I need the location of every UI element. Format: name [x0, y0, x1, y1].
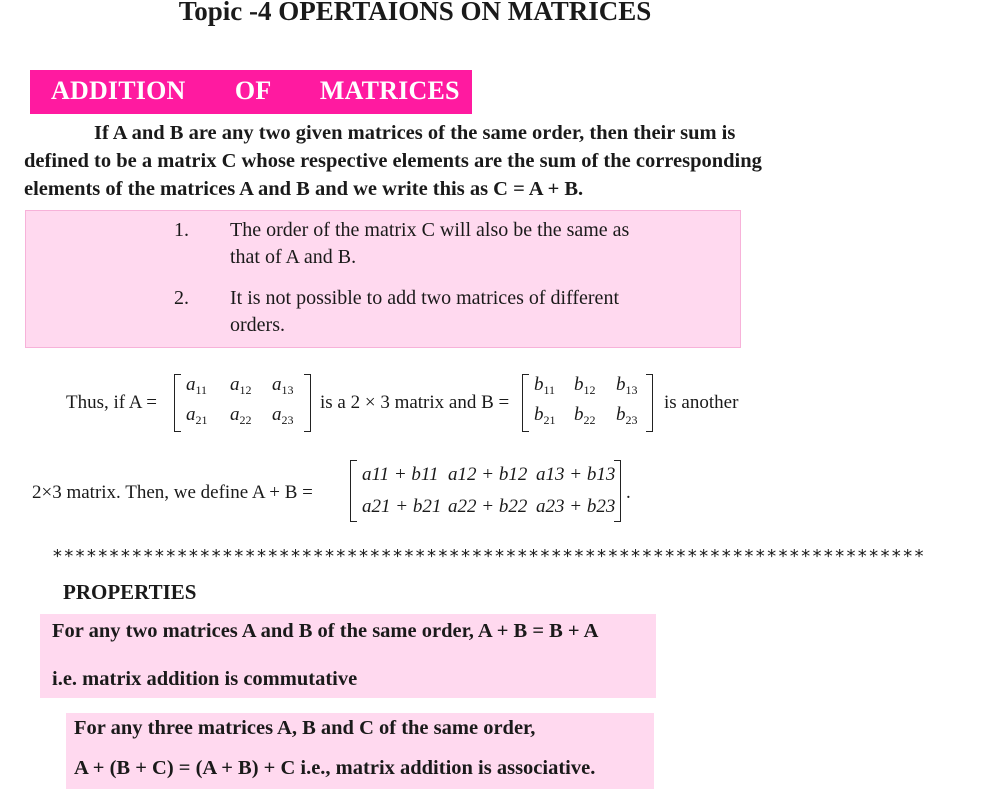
sum-cell: a11 + b11	[362, 464, 439, 485]
matrix-a	[174, 374, 316, 434]
matrix-a-cell: $a_{21}$	[186, 404, 208, 427]
sum-period: .	[626, 482, 631, 503]
left-bracket	[174, 374, 181, 432]
matrix-a-cell: $a_{22}$	[230, 404, 252, 427]
note-number: 1.	[174, 219, 189, 241]
note-number: 2.	[174, 287, 189, 309]
note-text	[230, 285, 670, 339]
definition-paragraph	[24, 119, 844, 203]
definition-line-2: defined to be a matrix C whose respective elements are the sum of the corresponding	[24, 150, 762, 172]
definition-line-3: elements of the matrices A and B and we write this as C = A + B.	[24, 178, 584, 200]
section-heading: ADDITION OF MATRICES	[51, 76, 460, 105]
example-suffix: is another	[664, 392, 739, 413]
left-bracket	[350, 460, 357, 522]
matrix-b-cell: $b_{11}$	[534, 374, 556, 397]
matrix-a-cell: $a_{13}$	[272, 374, 294, 397]
example-line2-prefix: 2×3 matrix. Then, we define A + B =	[32, 482, 313, 503]
matrix-a-cell: $a_{23}$	[272, 404, 294, 427]
definition-line-1: If A and B are any two given matrices of the same order, then their sum is	[94, 122, 736, 144]
left-bracket	[522, 374, 529, 432]
note-line-2: that of A and B.	[230, 246, 357, 268]
commutative-line-2: i.e. matrix addition is commutative	[52, 668, 358, 690]
note-item	[174, 217, 694, 273]
properties-heading: PROPERTIES	[63, 580, 197, 604]
right-bracket	[304, 374, 311, 432]
matrix-b-cell: $b_{12}$	[574, 374, 596, 397]
separator-stars: *****************************************************************************	[52, 546, 925, 567]
sum-cell: a13 + b13	[536, 464, 616, 485]
sum-cell: a23 + b23	[536, 496, 616, 517]
note-text	[230, 217, 670, 271]
matrix-b	[522, 374, 658, 434]
matrix-b-cell: $b_{21}$	[534, 404, 556, 427]
example-prefix: Thus, if A =	[66, 392, 157, 413]
sum-cell: a21 + b21	[362, 496, 442, 517]
note-item	[174, 285, 694, 341]
sum-matrix	[350, 460, 626, 524]
matrix-b-cell: $b_{13}$	[616, 374, 638, 397]
associative-box	[66, 713, 654, 789]
commutative-line-1: For any two matrices A and B of the same order, A + B = B + A	[52, 620, 599, 642]
note-line-2: orders.	[230, 314, 285, 336]
associative-line-1: For any three matrices A, B and C of the same order,	[74, 717, 536, 739]
page-title: Topic -4 OPERTAIONS ON MATRICES	[178, 0, 652, 26]
commutative-box	[40, 614, 656, 698]
matrix-b-cell: $b_{22}$	[574, 404, 596, 427]
notes-box	[25, 210, 741, 348]
matrix-b-cell: $b_{23}$	[616, 404, 638, 427]
note-line-1: The order of the matrix C will also be the same as	[230, 219, 630, 241]
right-bracket	[614, 460, 621, 522]
example-middle: is a 2 × 3 matrix and B =	[320, 392, 510, 413]
right-bracket	[646, 374, 653, 432]
matrix-a-cell: $a_{11}$	[186, 374, 208, 397]
note-line-1: It is not possible to add two matrices of different	[230, 287, 619, 309]
matrix-a-cell: $a_{12}$	[230, 374, 252, 397]
associative-line-2: A + (B + C) = (A + B) + C i.e., matrix addition is associative.	[74, 757, 596, 779]
sum-cell: a22 + b22	[448, 496, 528, 517]
sum-cell: a12 + b12	[448, 464, 528, 485]
